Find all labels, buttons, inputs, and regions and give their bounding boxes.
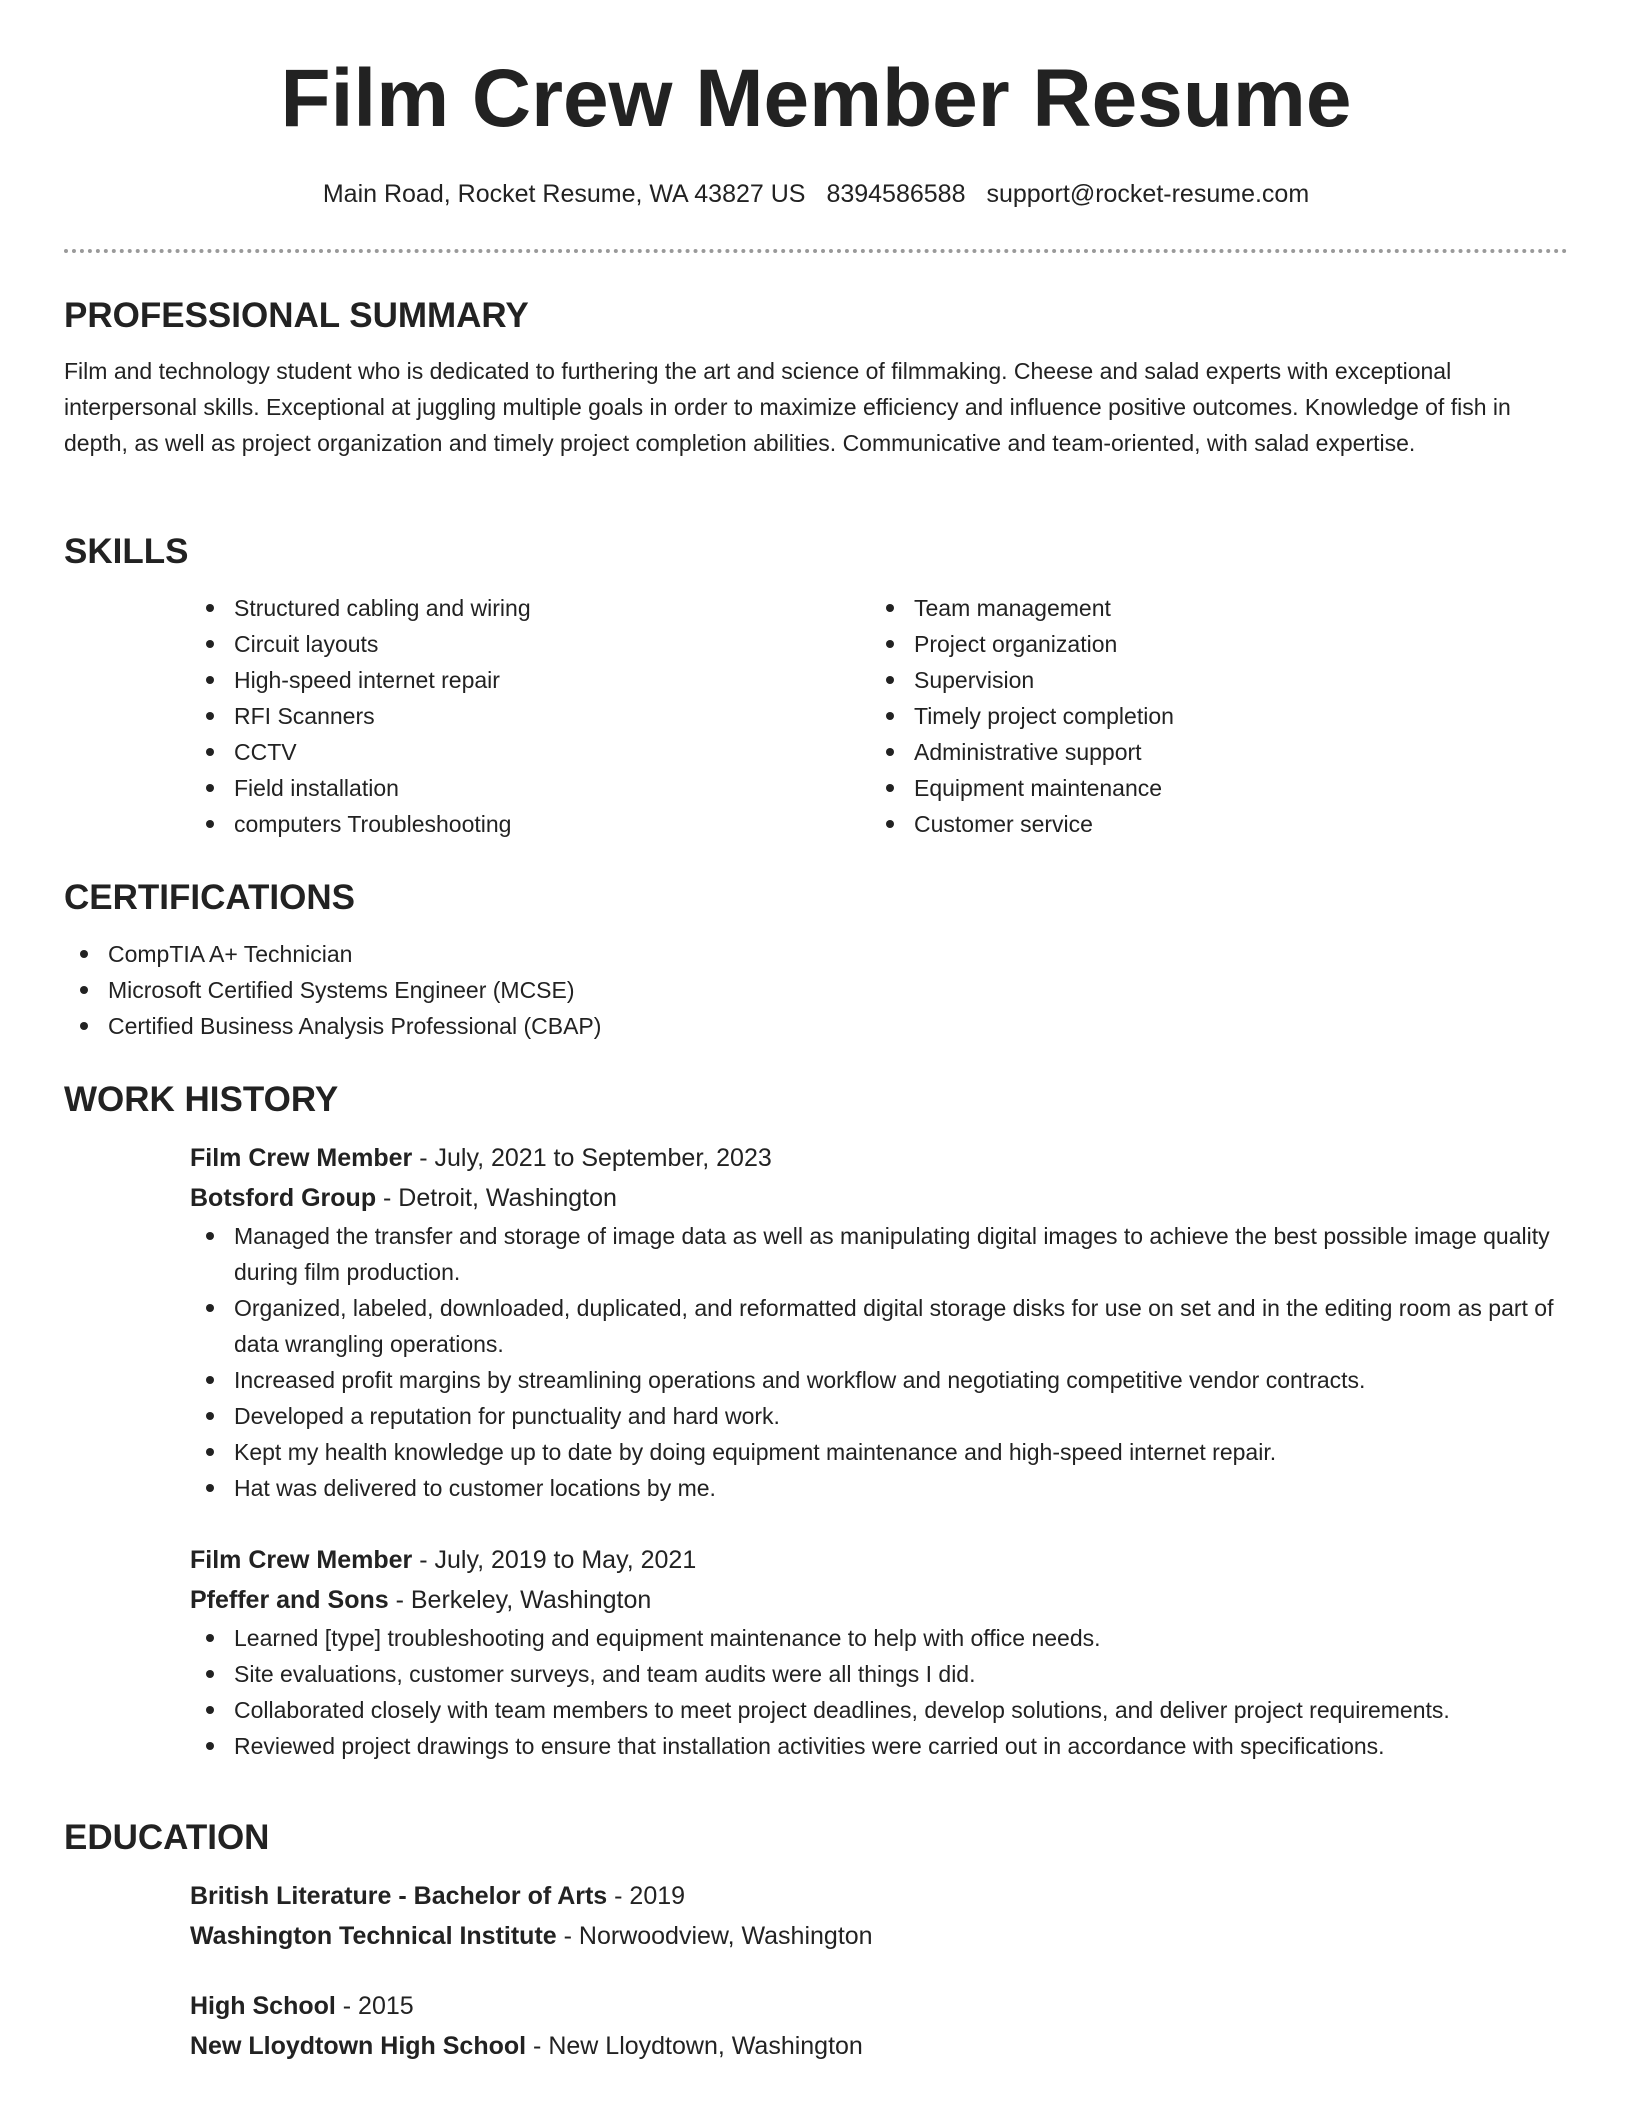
list-item: Managed the transfer and storage of image data as well as manipulating digital images to achieve the best possible image quality during film production. xyxy=(190,1218,1568,1290)
list-item: Reviewed project drawings to ensure that installation activities were carried out in accordance with specifications. xyxy=(190,1728,1568,1764)
job-duties-list xyxy=(190,1620,1568,1764)
education-heading: EDUCATION xyxy=(64,1818,270,1857)
certifications-section xyxy=(64,878,1568,1044)
summary-section xyxy=(64,296,1568,461)
job-location: - Berkeley, Washington xyxy=(388,1586,652,1614)
job-entry xyxy=(190,1138,1568,1506)
list-item: Administrative support xyxy=(870,734,1550,770)
list-item: Site evaluations, customer surveys, and team audits were all things I did. xyxy=(190,1656,1568,1692)
list-item: Supervision xyxy=(870,662,1550,698)
skills-section xyxy=(64,532,1568,842)
list-item: Field installation xyxy=(190,770,870,806)
list-item: Circuit layouts xyxy=(190,626,870,662)
list-item: CCTV xyxy=(190,734,870,770)
work-history-section xyxy=(64,1080,1568,1764)
job-location: - Detroit, Washington xyxy=(376,1184,617,1212)
list-item: Developed a reputation for punctuality and hard work. xyxy=(190,1398,1568,1434)
education-entry xyxy=(190,1876,1568,1956)
summary-text: Film and technology student who is dedicated to furthering the art and science of filmmaking. Cheese and salad experts with exceptional interpersonal skills. Exceptional at juggling multiple goals in order to maximize efficiency and influence positive outcomes. Knowledge of fish in depth, as well as project organization and timely project completion abilities. Communicative and team-oriented, with salad expertise. xyxy=(64,358,1511,456)
list-item: Equipment maintenance xyxy=(870,770,1550,806)
list-item: computers Troubleshooting xyxy=(190,806,870,842)
list-item: Kept my health knowledge up to date by doing equipment maintenance and high-speed internet repair. xyxy=(190,1434,1568,1470)
education-section xyxy=(64,1818,1568,2066)
job-company: Botsford Group xyxy=(190,1184,377,1212)
job-company-line xyxy=(190,1178,1568,1218)
education-location: - Norwoodview, Washington xyxy=(556,1922,873,1950)
job-dates: - July, 2021 to September, 2023 xyxy=(412,1144,772,1172)
contact-email: support@rocket-resume.com xyxy=(986,180,1310,208)
skills-left-column xyxy=(190,590,870,842)
list-item: Microsoft Certified Systems Engineer (MCSE) xyxy=(64,972,1568,1008)
job-title-line xyxy=(190,1540,1568,1580)
work-history-heading: WORK HISTORY xyxy=(64,1080,339,1119)
skills-columns xyxy=(190,590,1568,842)
education-degree: British Literature - Bachelor of Arts xyxy=(190,1882,608,1910)
education-year: - 2015 xyxy=(335,1992,414,2020)
certifications-list xyxy=(64,936,1568,1044)
job-company-line xyxy=(190,1580,1568,1620)
list-item: Certified Business Analysis Professional (CBAP) xyxy=(64,1008,1568,1044)
list-item: RFI Scanners xyxy=(190,698,870,734)
job-duties-list xyxy=(190,1218,1568,1506)
list-item: Customer service xyxy=(870,806,1550,842)
education-degree: High School xyxy=(190,1992,336,2020)
list-item: Learned [type] troubleshooting and equipment maintenance to help with office needs. xyxy=(190,1620,1568,1656)
list-item: Project organization xyxy=(870,626,1550,662)
education-degree-line xyxy=(190,1986,1568,2026)
list-item: Increased profit margins by streamlining operations and workflow and negotiating competitive vendor contracts. xyxy=(190,1362,1568,1398)
list-item: Collaborated closely with team members to meet project deadlines, develop solutions, and deliver project requirements. xyxy=(190,1692,1568,1728)
education-degree-line xyxy=(190,1876,1568,1916)
resume-title: Film Crew Member Resume xyxy=(280,53,1352,144)
job-title: Film Crew Member xyxy=(190,1546,413,1574)
contact-address: Main Road, Rocket Resume, WA 43827 US xyxy=(322,180,806,208)
contact-line xyxy=(0,180,1632,209)
list-item: CompTIA A+ Technician xyxy=(64,936,1568,972)
skills-heading: SKILLS xyxy=(64,532,189,571)
list-item: Timely project completion xyxy=(870,698,1550,734)
skills-right-list xyxy=(870,590,1550,842)
education-school-line xyxy=(190,1916,1568,1956)
education-year: - 2019 xyxy=(607,1882,686,1910)
list-item: Team management xyxy=(870,590,1550,626)
job-title: Film Crew Member xyxy=(190,1144,413,1172)
list-item: Hat was delivered to customer locations by me. xyxy=(190,1470,1568,1506)
job-entry xyxy=(190,1540,1568,1764)
contact-phone: 8394586588 xyxy=(826,180,966,208)
header-divider xyxy=(64,249,1568,253)
list-item: Structured cabling and wiring xyxy=(190,590,870,626)
education-school-line xyxy=(190,2026,1568,2066)
list-item: High-speed internet repair xyxy=(190,662,870,698)
job-company: Pfeffer and Sons xyxy=(190,1586,389,1614)
certifications-heading: CERTIFICATIONS xyxy=(64,878,356,917)
skills-right-column xyxy=(870,590,1550,842)
job-dates: - July, 2019 to May, 2021 xyxy=(412,1546,697,1574)
education-school: New Lloydtown High School xyxy=(190,2032,527,2060)
education-school: Washington Technical Institute xyxy=(190,1922,557,1950)
education-entry xyxy=(190,1986,1568,2066)
job-title-line xyxy=(190,1138,1568,1178)
skills-left-list xyxy=(190,590,870,842)
summary-heading: PROFESSIONAL SUMMARY xyxy=(64,296,529,335)
education-location: - New Lloydtown, Washington xyxy=(526,2032,863,2060)
list-item: Organized, labeled, downloaded, duplicated, and reformatted digital storage disks for use on set and in the editing room as part of data wrangling operations. xyxy=(190,1290,1568,1362)
